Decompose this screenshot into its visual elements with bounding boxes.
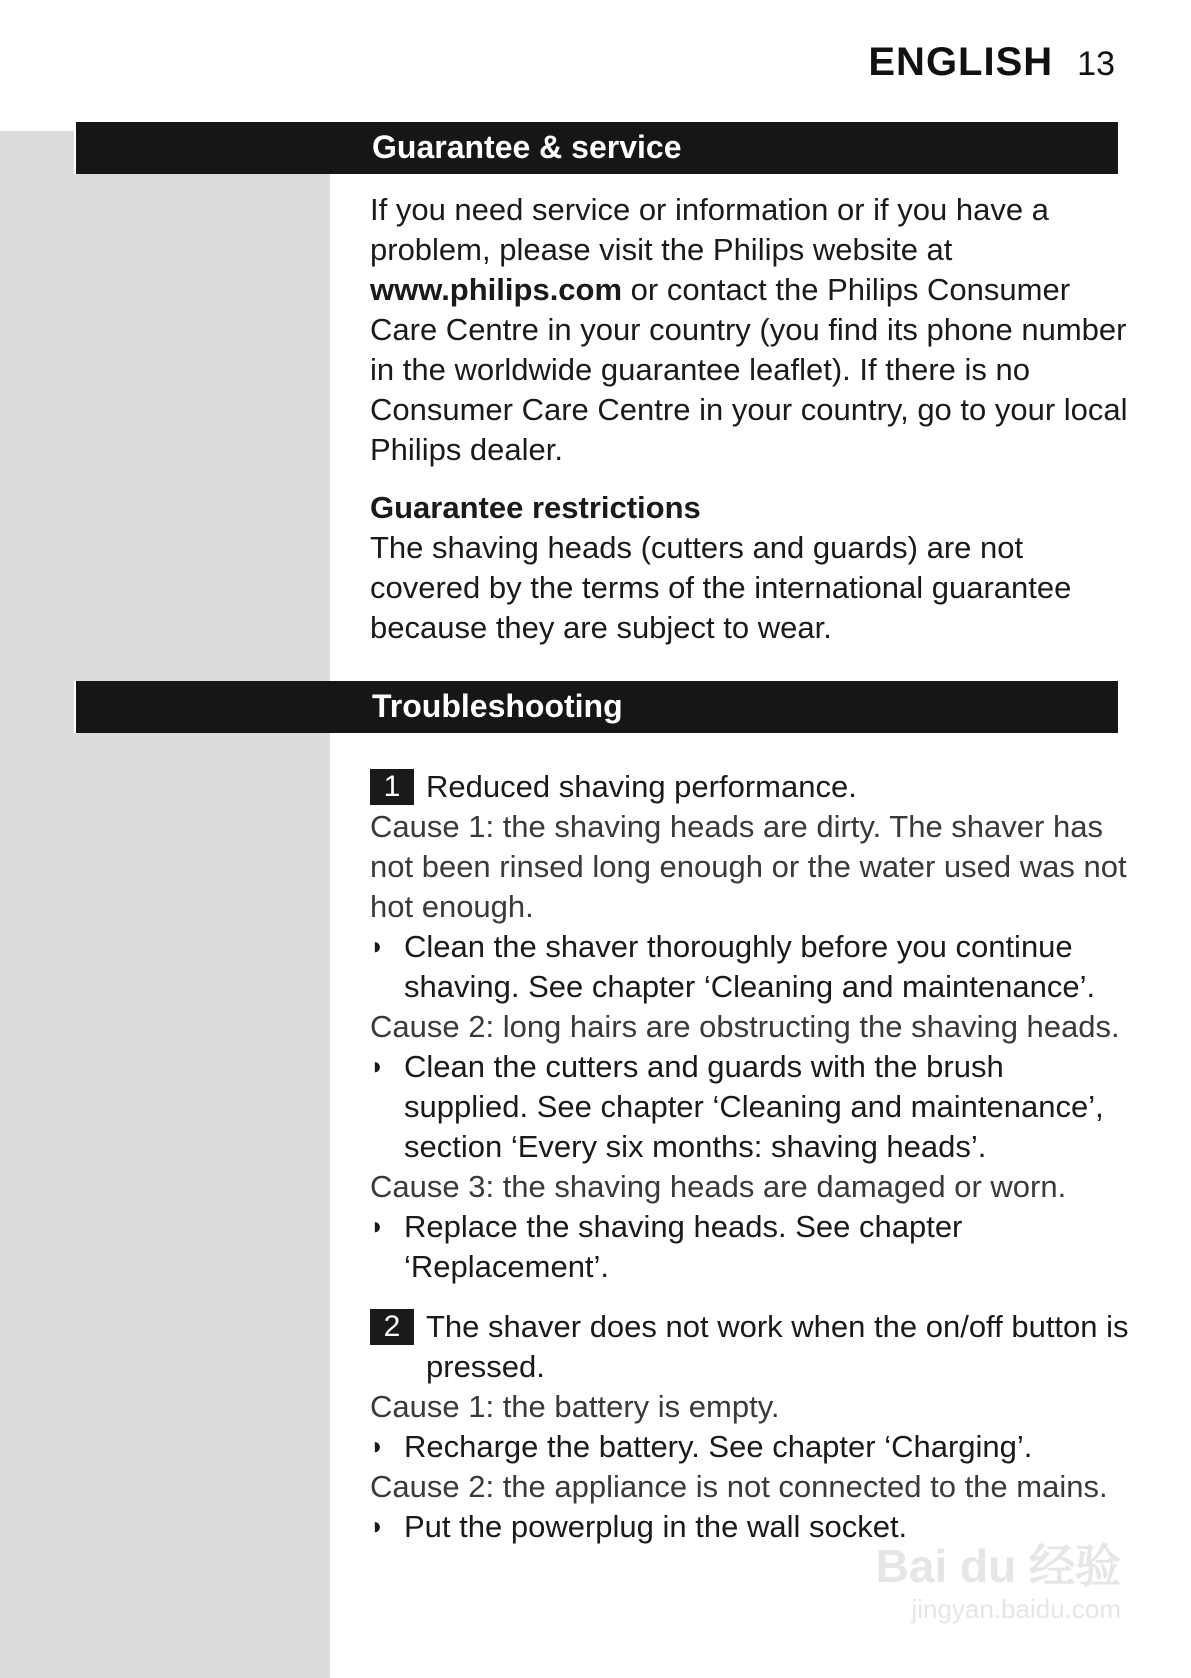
restrictions-heading: Guarantee restrictions — [370, 490, 701, 525]
baidu-watermark: Bai du 经验 — [875, 1540, 1121, 1592]
action-item — [370, 1047, 1130, 1167]
action-text: Replace the shaving heads. See chapter ‘Replacement’. — [404, 1209, 963, 1284]
cause-text: Cause 1: the shaving heads are dirty. The shaver has not been rinsed long enough or the water used was not hot enough. — [370, 809, 1127, 924]
language-label: ENGLISH — [868, 40, 1054, 84]
bullet-icon: ◗ — [370, 1053, 385, 1080]
cause-text: Cause 3: the shaving heads are damaged or worn. — [370, 1169, 1067, 1204]
bullet-icon: ◗ — [370, 1213, 385, 1240]
action-text: Put the powerplug in the wall socket. — [404, 1509, 908, 1544]
bullet-icon: ◗ — [370, 933, 385, 960]
cause-text: Cause 2: long hairs are obstructing the shaving heads. — [370, 1009, 1120, 1044]
restrictions-text: The shaving heads (cutters and guards) are not covered by the terms of the international guarantee because they are subject to wear. — [370, 530, 1072, 645]
problem-number-badge: 1 — [370, 769, 414, 805]
troubleshooting-content — [370, 767, 1130, 1547]
guarantee-text-before: If you need service or information or if you have a problem, please visit the Philips website at — [370, 192, 1049, 267]
left-margin-strip — [0, 131, 330, 1678]
section-title-guarantee: Guarantee & service — [372, 129, 682, 165]
action-text: Recharge the battery. See chapter ‘Charging’. — [404, 1429, 1033, 1464]
problem-title: The shaver does not work when the on/off button is pressed. — [426, 1309, 1129, 1384]
cause-text: Cause 1: the battery is empty. — [370, 1389, 780, 1424]
action-item — [370, 1427, 1130, 1467]
problem-2 — [370, 1307, 1130, 1387]
page-header — [868, 40, 1115, 85]
bullet-icon: ◗ — [370, 1513, 385, 1540]
action-item — [370, 1207, 1130, 1287]
problem-1 — [370, 767, 1130, 807]
action-item — [370, 927, 1130, 1007]
section-bar-troubleshooting — [74, 681, 1118, 733]
action-text: Clean the cutters and guards with the brush supplied. See chapter ‘Cleaning and maintenance’, section ‘Every six months: shaving heads’. — [404, 1049, 1104, 1164]
problem-number-badge: 2 — [370, 1309, 414, 1345]
spacer — [370, 1287, 1130, 1307]
section-title-troubleshooting: Troubleshooting — [372, 688, 623, 724]
baidu-watermark-url: jingyan.baidu.com — [911, 1594, 1121, 1624]
guarantee-paragraph — [370, 190, 1130, 470]
section-bar-guarantee — [74, 122, 1118, 174]
page-number: 13 — [1077, 45, 1115, 83]
cause-text: Cause 2: the appliance is not connected to the mains. — [370, 1469, 1108, 1504]
problem-title: Reduced shaving performance. — [426, 769, 857, 804]
philips-website-link[interactable]: www.philips.com — [370, 272, 623, 307]
action-text: Clean the shaver thoroughly before you continue shaving. See chapter ‘Cleaning and maintenance’. — [404, 929, 1096, 1004]
bullet-icon: ◗ — [370, 1433, 385, 1460]
guarantee-content — [370, 190, 1130, 648]
guarantee-text-after: or contact the Philips Consumer Care Centre in your country (you find its phone number in the worldwide guarantee leaflet). If there is no Consumer Care Centre in your country, go to your local Philips dealer. — [370, 272, 1128, 467]
